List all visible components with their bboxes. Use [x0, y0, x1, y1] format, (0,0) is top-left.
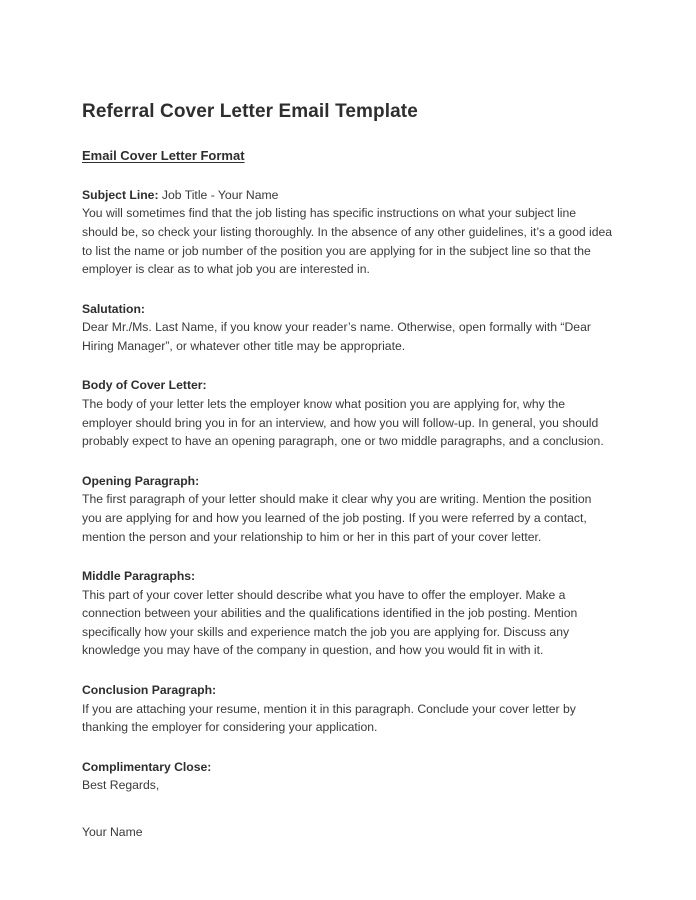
- section-paragraph: The first paragraph of your letter should make it clear why you are writing. Mention the position you are applying for and how you learned of the job posting. If you were referred by a contact, mention the person and your relationship to him or her in this part of your cover letter.: [82, 492, 592, 544]
- section-heading: [82, 187, 614, 205]
- section-paragraph: Best Regards,: [82, 778, 160, 793]
- section-heading: Opening Paragraph:: [82, 473, 200, 488]
- section-heading: Middle Paragraphs:: [82, 569, 196, 584]
- section-complimentary-close: [82, 759, 614, 795]
- section-heading: Complimentary Close:: [82, 759, 212, 774]
- section-paragraph: If you are attaching your resume, mention it in this paragraph. Conclude your cover letter by thanking the employer for considering your application.: [82, 701, 576, 735]
- section-body-of-cover-letter: [82, 377, 614, 450]
- signature-spacer: [82, 795, 614, 823]
- subtitle-wrapper: [82, 124, 614, 165]
- page-title: Referral Cover Letter Email Template: [82, 101, 418, 122]
- document-subtitle: Email Cover Letter Format: [82, 147, 245, 163]
- section-opening-paragraph: [82, 473, 614, 546]
- section-heading: Conclusion Paragraph:: [82, 682, 217, 697]
- section-salutation: [82, 301, 614, 356]
- section-heading: Body of Cover Letter:: [82, 378, 207, 393]
- section-paragraph: The body of your letter lets the employer know what position you are applying for, why the employer should bring you in for an interview, and how you will follow-up. In general, you should probably expect to have an opening paragraph, one or two middle paragraphs, and a conclusion.: [82, 397, 604, 449]
- document-body: [82, 100, 614, 842]
- section-heading-value: Job Title - Your Name: [158, 187, 279, 202]
- section-middle-paragraphs: [82, 568, 614, 660]
- signature-name: Your Name: [82, 824, 143, 839]
- section-heading-label: Subject Line:: [82, 187, 159, 202]
- section-conclusion-paragraph: [82, 682, 614, 737]
- section-paragraph: You will sometimes find that the job listing has specific instructions on what your subject line should be, so check your listing thoroughly. In the absence of any other guidelines, it’s a good idea to list the name or job number of the position you are applying for in the subject line so that the employer is clear as to what job you are interested in.: [82, 206, 613, 277]
- section-paragraph: This part of your cover letter should describe what you have to offer the employer. Make a connection between your abilities and the qualifications identified in the job posting. Mention specifically how your skills and experience match the job you are applying for. Discuss any knowledge you may have of the company in question, and how you would fit in with it.: [82, 587, 578, 658]
- section-heading: Salutation:: [82, 301, 145, 316]
- section-paragraph: Dear Mr./Ms. Last Name, if you know your reader’s name. Otherwise, open formally with “Dear Hiring Manager”, or whatever other title may be appropriate.: [82, 320, 591, 353]
- section-subject-line: [82, 187, 614, 279]
